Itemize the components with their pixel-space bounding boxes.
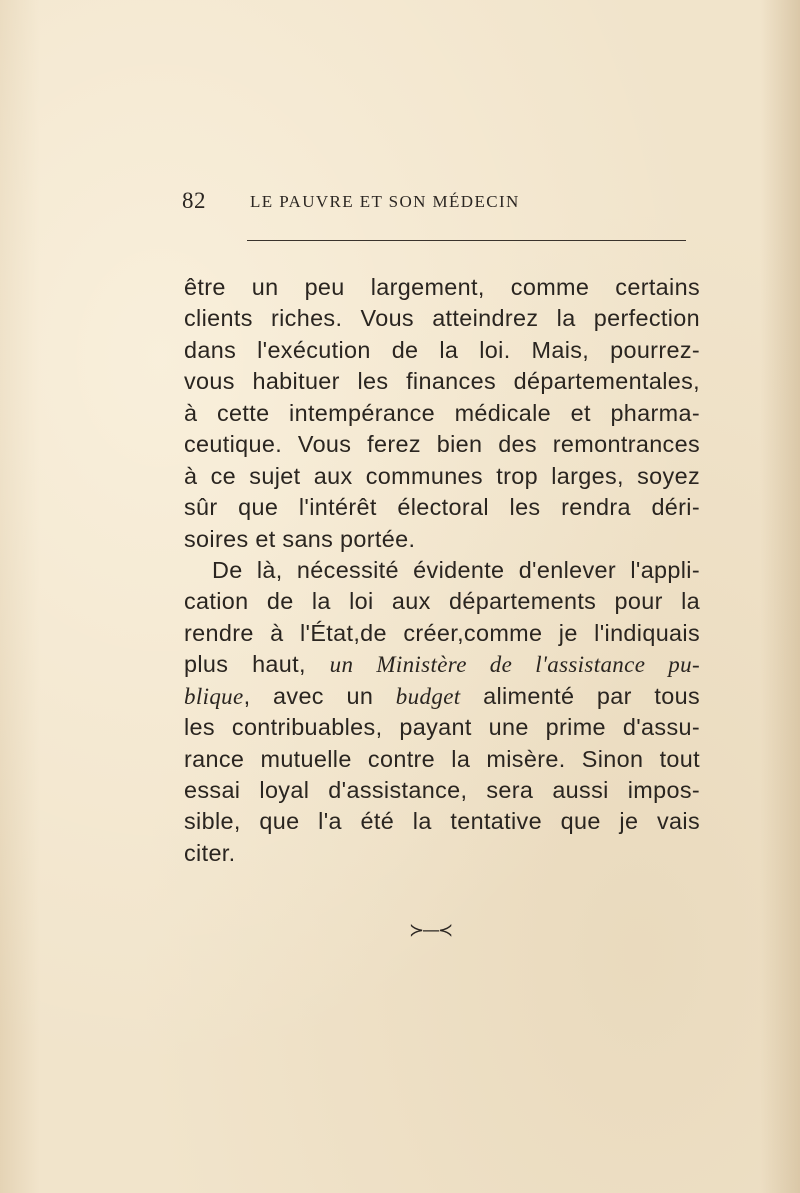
page-number: 82 xyxy=(182,188,206,213)
body-text xyxy=(184,272,700,869)
header-rule xyxy=(247,240,686,241)
text-line: soires et sans portée. xyxy=(184,525,416,552)
text-line: vous habituer les finances départementales, xyxy=(184,368,700,395)
text-line: être un peu largement, comme certains xyxy=(184,274,700,300)
text-run: , avec un xyxy=(243,682,396,709)
text-line: à ce sujet aux communes trop larges, soyez xyxy=(184,462,700,489)
italic-text-run: un Ministère de l'assistance pu- xyxy=(329,652,700,678)
text-line: les contribuables, payant une prime d'assu- xyxy=(184,714,700,741)
text-run: alimenté par tous xyxy=(460,682,700,709)
running-title: LE PAUVRE ET SON MÉDECIN xyxy=(250,192,520,211)
text-line: De là, nécessité évidente d'enlever l'appli- xyxy=(212,556,700,583)
text-line-mixed xyxy=(184,649,700,680)
text-line: clients riches. Vous atteindrez la perfection xyxy=(184,305,700,332)
text-line: à cette intempérance médicale et pharma- xyxy=(184,399,700,426)
italic-text-run: blique xyxy=(184,683,244,709)
text-line: citer. xyxy=(184,839,236,866)
text-run: plus haut, xyxy=(184,651,330,678)
text-line-mixed xyxy=(184,681,700,712)
text-line: dans l'exécution de la loi. Mais, pourrez- xyxy=(184,336,700,363)
text-line: cation de la loi aux départements pour la xyxy=(184,588,700,615)
text-line: rance mutuelle contre la misère. Sinon tout xyxy=(184,745,700,772)
text-line: essai loyal d'assistance, sera aussi impos- xyxy=(184,777,700,803)
text-line: sûr que l'intérêt électoral les rendra déri- xyxy=(184,494,700,521)
italic-text-run: budget xyxy=(395,683,461,709)
text-line: rendre à l'État,de créer,comme je l'indiquais xyxy=(184,619,700,646)
text-line: ceutique. Vous ferez bien des remontrances xyxy=(184,431,700,458)
fleuron-ornament-icon: ≻—≺ xyxy=(409,920,452,941)
text-line: sible, que l'a été la tentative que je vais xyxy=(184,808,700,835)
